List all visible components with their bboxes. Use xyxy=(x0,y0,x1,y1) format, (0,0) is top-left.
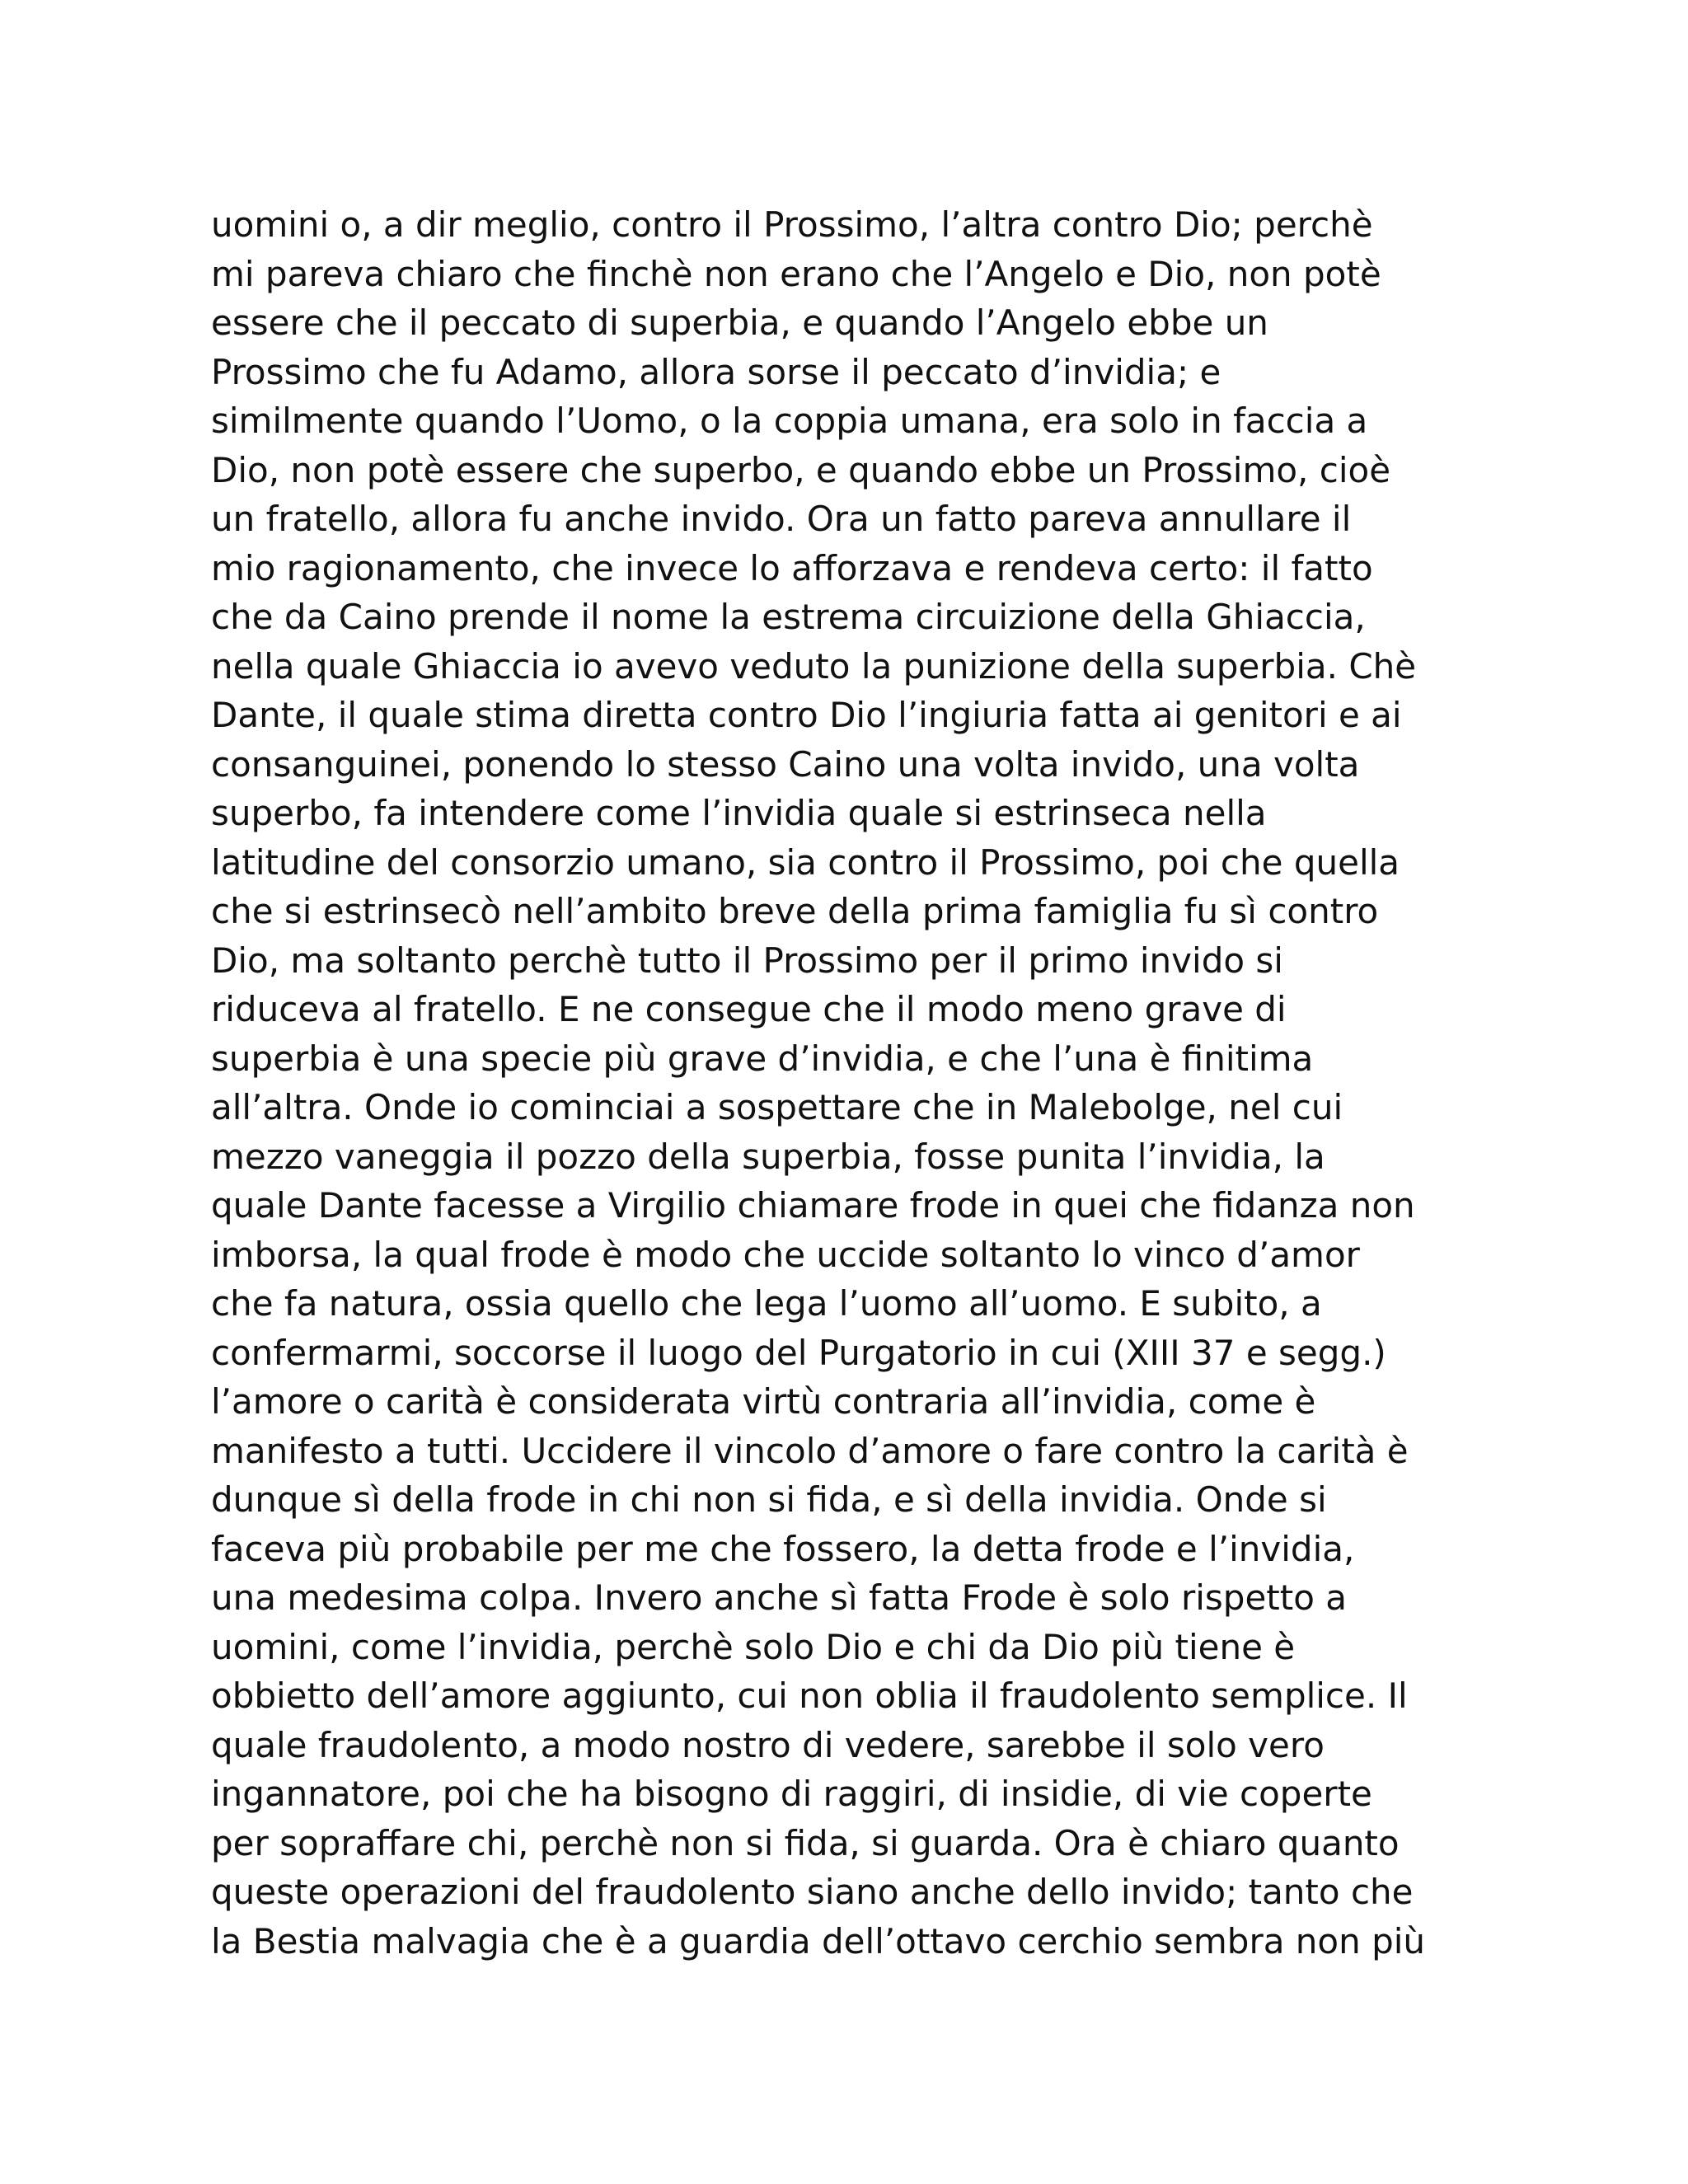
text-line: all’altra. Onde io cominciai a sospettare che in Malebolge, nel cui xyxy=(211,1087,1343,1127)
text-line: mi pareva chiaro che finchè non erano che l’Angelo e Dio, non potè xyxy=(211,253,1381,294)
text-line: queste operazioni del fraudolento siano anche dello invido; tanto che xyxy=(211,1872,1414,1912)
text-line: ingannatore, poi che ha bisogno di raggiri, di insidie, di vie coperte xyxy=(211,1774,1372,1814)
text-line: che fa natura, ossia quello che lega l’uomo all’uomo. E subito, a xyxy=(211,1283,1322,1324)
text-line: essere che il peccato di superbia, e quando l’Angelo ebbe un xyxy=(211,302,1268,343)
text-line: una medesima colpa. Invero anche sì fatta Frode è solo rispetto a xyxy=(211,1577,1348,1618)
text-line: consanguinei, ponendo lo stesso Caino una volta invido, una volta xyxy=(211,743,1360,785)
text-line: latitudine del consorzio umano, sia contro il Prossimo, poi che quella xyxy=(211,841,1400,883)
text-line: manifesto a tutti. Uccidere il vincolo d’amore o fare contro la carità è xyxy=(211,1430,1409,1471)
text-line: superbia è una specie più grave d’invidia, e che l’una è finitima xyxy=(211,1038,1314,1079)
text-line: mio ragionamento, che invece lo afforzava e rendeva certo: il fatto xyxy=(211,547,1373,588)
text-line: uomini o, a dir meglio, contro il Prossimo, l’altra contro Dio; perchè xyxy=(211,204,1373,245)
text-line: obbietto dell’amore aggiunto, cui non oblia il fraudolento semplice. Il xyxy=(211,1675,1408,1716)
text-line: confermarmi, soccorse il luogo del Purgatorio in cui (XIII 37 e segg.) xyxy=(211,1332,1386,1373)
text-line: l’amore o carità è considerata virtù contraria all’invidia, come è xyxy=(211,1381,1316,1422)
text-line: Prossimo che fu Adamo, allora sorse il peccato d’invidia; e xyxy=(211,351,1221,392)
text-line: nella quale Ghiaccia io avevo veduto la punizione della superbia. Chè xyxy=(211,645,1417,687)
text-line: Dio, non potè essere che superbo, e quando ebbe un Prossimo, cioè xyxy=(211,449,1391,490)
text-line: riduceva al fratello. E ne consegue che il modo meno grave di xyxy=(211,989,1287,1029)
body-text xyxy=(211,200,1497,1966)
text-line: un fratello, allora fu anche invido. Ora un fatto pareva annullare il xyxy=(211,499,1352,539)
text-line: mezzo vaneggia il pozzo della superbia, fosse punita l’invidia, la xyxy=(211,1136,1325,1177)
text-line: superbo, fa intendere come l’invidia quale si estrinseca nella xyxy=(211,793,1267,833)
text-line: quale fraudolento, a modo nostro di vedere, sarebbe il solo vero xyxy=(211,1724,1325,1765)
text-line: Dante, il quale stima diretta contro Dio l’ingiuria fatta ai genitori e ai xyxy=(211,695,1402,735)
text-line: la Bestia malvagia che è a guardia dell’ottavo cerchio sembra non più xyxy=(211,1920,1426,1961)
text-line: Dio, ma soltanto perchè tutto il Prossimo per il primo invido si xyxy=(211,940,1283,981)
text-line: per sopraffare chi, perchè non si fida, si guarda. Ora è chiaro quanto xyxy=(211,1822,1400,1863)
text-line: dunque sì della frode in chi non si fida, e sì della invidia. Onde si xyxy=(211,1479,1327,1520)
text-line: similmente quando l’Uomo, o la coppia umana, era solo in faccia a xyxy=(211,401,1368,441)
text-line: che da Caino prende il nome la estrema circuizione della Ghiaccia, xyxy=(211,597,1366,637)
text-line: imborsa, la qual frode è modo che uccide soltanto lo vinco d’amor xyxy=(211,1234,1360,1275)
text-line: quale Dante facesse a Virgilio chiamare frode in quei che fidanza non xyxy=(211,1185,1415,1226)
text-line: uomini, come l’invidia, perchè solo Dio e chi da Dio più tiene è xyxy=(211,1626,1296,1667)
text-line: che si estrinsecò nell’ambito breve della prima famiglia fu sì contro xyxy=(211,891,1379,931)
text-line: faceva più probabile per me che fossero, la detta frode e l’invidia, xyxy=(211,1528,1355,1569)
